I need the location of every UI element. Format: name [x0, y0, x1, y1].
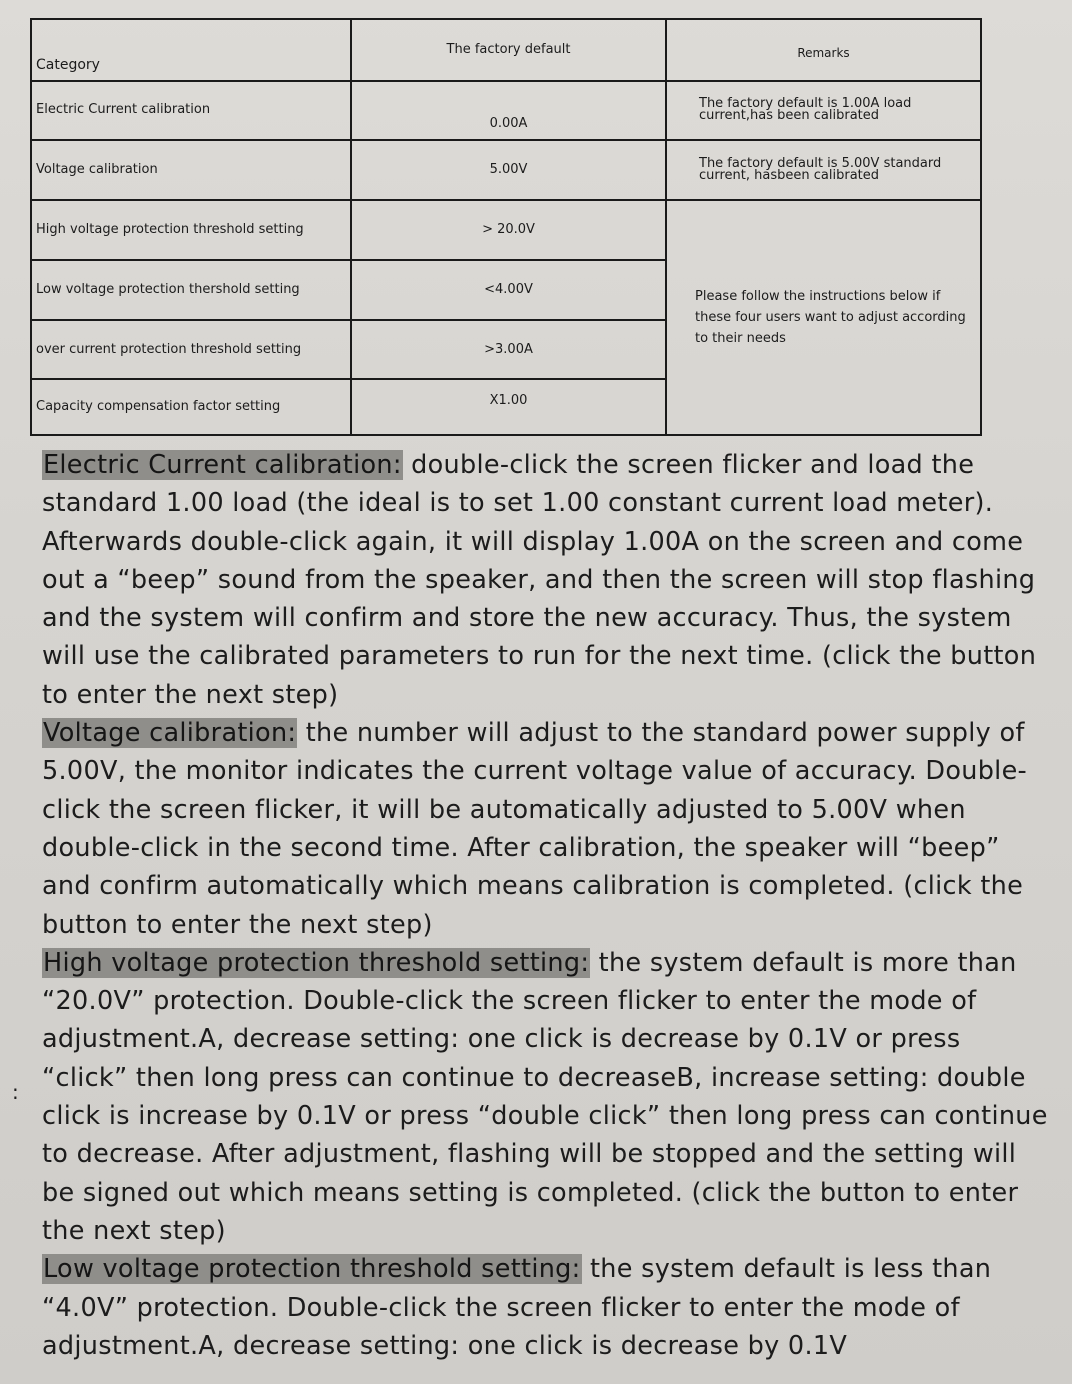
- header-factory-default: The factory default: [351, 19, 666, 81]
- row-remark: The factory default is 1.00A load current,has been calibrated: [666, 81, 981, 139]
- section-heading: High voltage protection threshold setting:: [43, 947, 590, 978]
- table-header-row: [31, 19, 981, 81]
- margin-mark: :: [12, 1080, 19, 1104]
- row-default: 0.00A: [351, 81, 666, 139]
- row-category: Capacity compensation factor setting: [31, 379, 351, 435]
- section-heading: Electric Current calibration:: [43, 450, 402, 480]
- instructions-body: [42, 446, 1052, 1365]
- table-row: [31, 200, 981, 260]
- section-heading: Voltage calibration:: [43, 718, 297, 749]
- row-default: 5.00V: [351, 140, 666, 200]
- row-category: over current protection threshold setting: [31, 320, 351, 378]
- table-row: [31, 81, 981, 139]
- section-heading: Low voltage protection threshold setting:: [43, 1254, 581, 1285]
- row-category: Voltage calibration: [31, 140, 351, 200]
- section-low-voltage-protection: [42, 1250, 1052, 1365]
- section-electric-current-calibration: [42, 446, 1052, 714]
- shared-remark: Please follow the instructions below if these four users want to adjust according to their needs: [666, 200, 981, 435]
- row-remark: The factory default is 5.00V standard current, hasbeen calibrated: [666, 140, 981, 200]
- row-default: <4.00V: [351, 260, 666, 320]
- header-remarks: Remarks: [666, 19, 981, 81]
- section-text: the number will adjust to the standard power supply of 5.00V, the monitor indicates the current voltage value of accuracy. Double-click the screen flicker, it will be automatically adjusted to 5.00V when double-click in the second time. After calibration, the speaker will “beep” and confirm automatically which means calibration is completed. (click the button to enter the next step): [42, 718, 1028, 940]
- section-high-voltage-protection: [42, 944, 1052, 1250]
- table-row: [31, 140, 981, 200]
- row-category: Electric Current calibration: [31, 81, 351, 139]
- section-text: the system default is less than “4.0V” protection. Double-click the screen flicker to enter the mode of adjustment.A, decrease setting: one click is decrease by 0.1V: [42, 1254, 992, 1361]
- section-voltage-calibration: [42, 714, 1052, 944]
- factory-default-table: [30, 18, 980, 436]
- header-category: Category: [31, 19, 351, 81]
- row-default: > 20.0V: [351, 200, 666, 260]
- section-text: double-click the screen flicker and load the standard 1.00 load (the ideal is to set 1.00 constant current load meter). Afterwards double-click again, it will display 1.00A on the screen and come out a “beep” sound from the speaker, and then the screen will stop flashing and the system will confirm and store the new accuracy. Thus, the system will use the calibrated parameters to run for the next time. (click the button to enter the next step): [42, 450, 1037, 710]
- section-text: the system default is more than “20.0V” protection. Double-click the screen flicker to enter the mode of adjustment.A, decrease setting: one click is decrease by 0.1V or press “click” then long press can continue to decreaseB, increase setting: double click is increase by 0.1V or press “double click” then long press can continue to decrease. After adjustment, flashing will be stopped and the setting will be signed out which means setting is completed. (click the button to enter the next step): [42, 947, 1048, 1246]
- row-default: >3.00A: [351, 320, 666, 378]
- row-default: X1.00: [351, 379, 666, 435]
- row-category: High voltage protection threshold setting: [31, 200, 351, 260]
- row-category: Low voltage protection thershold setting: [31, 260, 351, 320]
